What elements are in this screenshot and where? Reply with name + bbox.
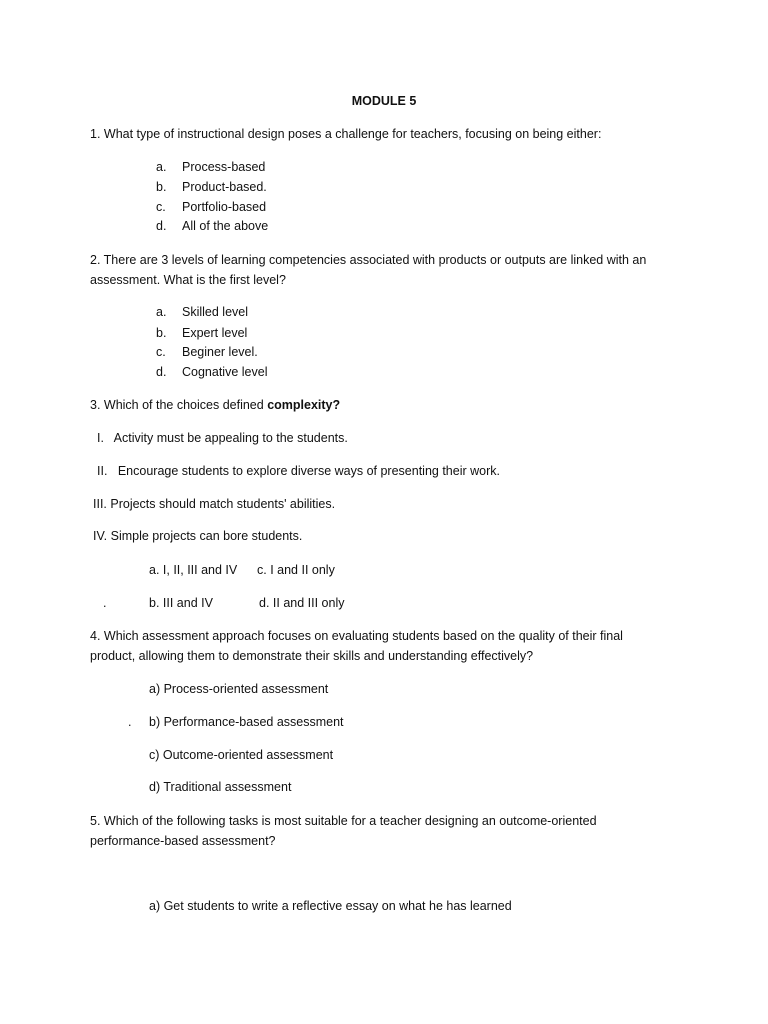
question-5-option-a: a) Get students to write a reflective essay on what he has learned xyxy=(149,899,512,913)
option-text: Skilled level xyxy=(182,305,249,319)
option-letter: b. xyxy=(156,180,167,194)
option-letter: b. xyxy=(156,326,167,340)
option-text: All of the above xyxy=(182,219,269,233)
option-text: Beginer level. xyxy=(182,345,258,359)
question-1-option-d xyxy=(156,219,268,233)
option-text: Cognative level xyxy=(182,365,268,379)
option-letter: d. xyxy=(156,219,167,233)
question-4-line-1: 4. Which assessment approach focuses on evaluating students based on the quality of their final xyxy=(90,629,623,643)
question-3-text xyxy=(90,398,340,412)
option-letter: a. xyxy=(156,160,167,174)
question-2-line-2: assessment. What is the first level? xyxy=(90,273,286,287)
question-2-option-b xyxy=(156,326,247,340)
question-5-line-1: 5. Which of the following tasks is most suitable for a teacher designing an outcome-oriented xyxy=(90,814,597,828)
question-2-option-d xyxy=(156,365,267,379)
option-text: Process-based xyxy=(182,160,266,174)
question-2-option-c xyxy=(156,345,258,359)
question-3-statement-2: II. Encourage students to explore diverse ways of presenting their work. xyxy=(97,464,500,478)
option-letter: d. xyxy=(156,365,167,379)
question-5-line-2: performance-based assessment? xyxy=(90,834,276,848)
stray-period: . xyxy=(103,596,107,610)
question-4-option-c: c) Outcome-oriented assessment xyxy=(149,748,334,762)
option-text: Portfolio-based xyxy=(182,200,267,214)
question-1-text: 1. What type of instructional design poses a challenge for teachers, focusing on being either: xyxy=(90,127,602,141)
question-3-choice-c: c. I and II only xyxy=(257,563,335,577)
question-3-choice-b: b. III and IV xyxy=(149,596,213,610)
page-title: MODULE 5 xyxy=(351,94,417,108)
question-2-option-a xyxy=(156,305,248,319)
option-text: Product-based. xyxy=(182,180,267,194)
question-3-statement-3: III. Projects should match students' abilities. xyxy=(93,497,336,511)
question-1-option-c xyxy=(156,200,266,214)
question-4-option-d: d) Traditional assessment xyxy=(149,780,292,794)
question-3-statement-4: IV. Simple projects can bore students. xyxy=(93,529,303,543)
question-3-prefix: 3. Which of the choices defined xyxy=(90,398,268,412)
question-4-option-b: b) Performance-based assessment xyxy=(149,715,344,729)
option-letter: c. xyxy=(156,200,166,214)
stray-period: . xyxy=(128,715,132,729)
option-letter: c. xyxy=(156,345,166,359)
question-1-option-a xyxy=(156,160,265,174)
question-3-statement-1: I. Activity must be appealing to the students. xyxy=(97,431,348,445)
question-3-choice-d: d. II and III only xyxy=(259,596,345,610)
option-letter: a. xyxy=(156,305,167,319)
question-4-option-a: a) Process-oriented assessment xyxy=(149,682,329,696)
question-3-keyword: complexity? xyxy=(267,398,341,412)
question-4-line-2: product, allowing them to demonstrate their skills and understanding effectively? xyxy=(90,649,534,663)
question-1-option-b xyxy=(156,180,267,194)
option-text: Expert level xyxy=(182,326,248,340)
question-2-line-1: 2. There are 3 levels of learning competencies associated with products or outputs are linked with an xyxy=(90,253,647,267)
question-3-choice-a: a. I, II, III and IV xyxy=(149,563,238,577)
